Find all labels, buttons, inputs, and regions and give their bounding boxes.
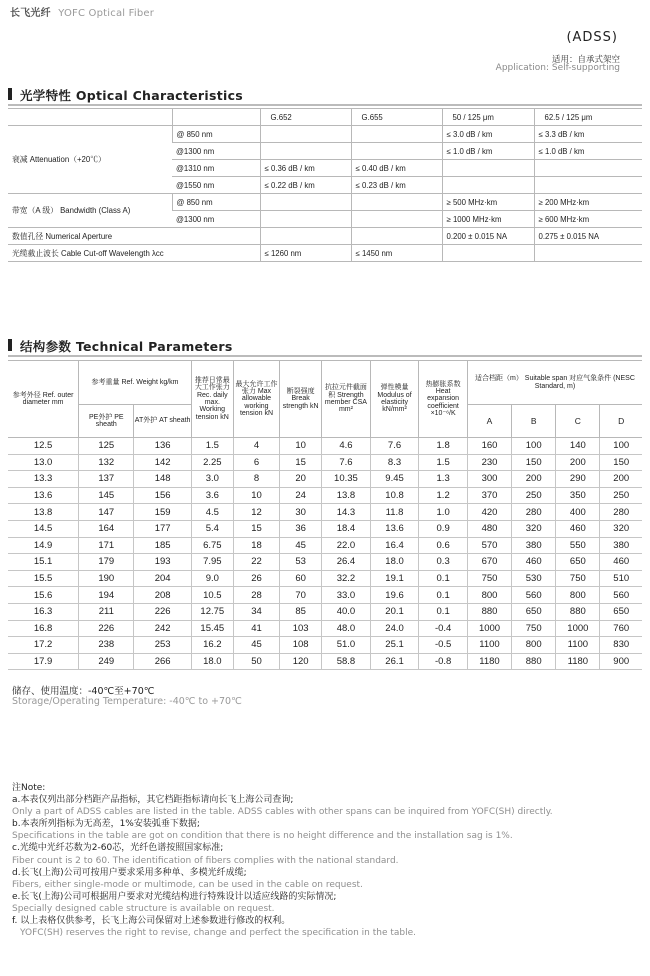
- table-row: [8, 554, 642, 571]
- hdr-span-a: A: [467, 405, 511, 438]
- table-cell: 177: [134, 520, 191, 537]
- table-cell: 125: [79, 438, 134, 455]
- table-cell: 18: [233, 537, 279, 554]
- table-cell: 880: [556, 603, 600, 620]
- table-cell: 150: [600, 454, 642, 471]
- table-cell: -0.5: [419, 637, 468, 654]
- value: [351, 126, 442, 143]
- temperature-en: Storage/Operating Temperature: -40℃ to +70℃: [12, 696, 242, 707]
- table-cell: 185: [134, 537, 191, 554]
- table-cell: 33.0: [322, 587, 371, 604]
- value: [534, 177, 642, 194]
- value: [260, 194, 351, 211]
- section-divider: [8, 104, 642, 106]
- table-cell: 1.3: [419, 471, 468, 488]
- table-cell: 650: [600, 603, 642, 620]
- table-cell: 0.1: [419, 603, 468, 620]
- value: ≤ 0.22 dB / km: [260, 177, 351, 194]
- table-cell: 26.4: [322, 554, 371, 571]
- table-cell: 14.5: [8, 520, 79, 537]
- table-cell: 190: [79, 570, 134, 587]
- table-cell: 120: [280, 653, 322, 670]
- table-cell: 50: [233, 653, 279, 670]
- table-cell: 10.5: [191, 587, 233, 604]
- note-cn: e.长飞(上海)公司可根据用户要求对光缆结构进行特殊设计以适应线路的实际情况;: [12, 891, 337, 902]
- table-cell: 16.2: [191, 637, 233, 654]
- table-cell: 1.2: [419, 487, 468, 504]
- table-cell: 148: [134, 471, 191, 488]
- table-cell: 2.25: [191, 454, 233, 471]
- table-cell: 26.1: [370, 653, 419, 670]
- table-cell: 171: [79, 537, 134, 554]
- value: [260, 228, 351, 245]
- technical-table: [8, 360, 642, 670]
- table-cell: 13.0: [8, 454, 79, 471]
- table-cell: 200: [512, 471, 556, 488]
- table-cell: 1.0: [419, 504, 468, 521]
- note-en: YOFC(SH) reserves the right to revise, change and perfect the specification in the table.: [20, 928, 417, 939]
- table-cell: 250: [600, 487, 642, 504]
- note-cn: a.本表仅列出部分档距产品指标，其它档距指标请向长飞上海公司查询;: [12, 795, 294, 806]
- table-cell: 370: [467, 487, 511, 504]
- table-cell: 17.9: [8, 653, 79, 670]
- note-en: Fibers, either single-mode or multimode, can be used in the cable on request.: [12, 879, 363, 890]
- table-cell: 750: [467, 570, 511, 587]
- table-cell: 1180: [467, 653, 511, 670]
- table-cell: 18.0: [370, 554, 419, 571]
- value: ≤ 1450 nm: [351, 245, 442, 262]
- table-row: [8, 537, 642, 554]
- table-cell: 13.8: [322, 487, 371, 504]
- wavelength: @1550 nm: [172, 177, 260, 194]
- hdr-at: AT外护 AT sheath: [134, 405, 191, 438]
- table-cell: 570: [467, 537, 511, 554]
- value: [442, 177, 534, 194]
- table-cell: 760: [600, 620, 642, 637]
- value: [442, 245, 534, 262]
- application-cn: 适用：自承式架空: [551, 55, 620, 65]
- table-cell: 159: [134, 504, 191, 521]
- value: ≤ 3.3 dB / km: [534, 126, 642, 143]
- table-cell: 460: [512, 554, 556, 571]
- value: [260, 143, 351, 160]
- table-cell: 10: [233, 487, 279, 504]
- note-en: Specially designed cable structure is available on request.: [12, 903, 275, 914]
- value: ≥ 500 MHz·km: [442, 194, 534, 211]
- note-cn: b.本表所列指标为无高差，1%安装弧垂下数据;: [12, 819, 200, 830]
- table-row: [8, 587, 642, 604]
- table-cell: 750: [556, 570, 600, 587]
- tech-header-row: [8, 361, 642, 405]
- table-cell: 0.6: [419, 537, 468, 554]
- optical-title: 光学特性 Optical Characteristics: [20, 88, 244, 103]
- value: [534, 160, 642, 177]
- table-cell: 242: [134, 620, 191, 637]
- table-cell: 530: [512, 570, 556, 587]
- table-cell: 164: [79, 520, 134, 537]
- table-cell: 24.0: [370, 620, 419, 637]
- value: 0.275 ± 0.015 NA: [534, 228, 642, 245]
- table-cell: 20.1: [370, 603, 419, 620]
- table-cell: 13.8: [8, 504, 79, 521]
- table-cell: 20: [280, 471, 322, 488]
- table-cell: 14.3: [322, 504, 371, 521]
- brand: [10, 4, 154, 19]
- section-marker: [8, 339, 12, 351]
- note-en: Only a part of ADSS cables are listed in the table. ADSS cables with other spans can be inquired from YOFC(SH) directly.: [12, 807, 553, 818]
- table-cell: 211: [79, 603, 134, 620]
- table-cell: 13.6: [370, 520, 419, 537]
- table-row: [8, 194, 642, 211]
- table-cell: 0.1: [419, 587, 468, 604]
- table-cell: 32.2: [322, 570, 371, 587]
- bandwidth-label: 带宽（A 级） Bandwidth (Class A): [8, 194, 172, 228]
- value: ≤ 0.40 dB / km: [351, 160, 442, 177]
- table-cell: 156: [134, 487, 191, 504]
- table-cell: 880: [512, 653, 556, 670]
- table-cell: 0.3: [419, 554, 468, 571]
- hdr-span: 适合档距（m） Suitable span 对应气象条件 (NESC Standard, m): [467, 361, 642, 405]
- table-cell: 1100: [467, 637, 511, 654]
- table-cell: 200: [600, 471, 642, 488]
- table-cell: 147: [79, 504, 134, 521]
- table-cell: 51.0: [322, 637, 371, 654]
- value: ≤ 0.23 dB / km: [351, 177, 442, 194]
- table-cell: 16.8: [8, 620, 79, 637]
- value: 0.200 ± 0.015 NA: [442, 228, 534, 245]
- table-cell: 140: [556, 438, 600, 455]
- value: ≤ 1260 nm: [260, 245, 351, 262]
- value: [351, 143, 442, 160]
- table-cell: 15.45: [191, 620, 233, 637]
- hdr-rec-tension: 推荐日常最大工作张力 Rec. daily max. Working tension kN: [191, 361, 233, 438]
- table-cell: 100: [512, 438, 556, 455]
- technical-section-header: [8, 337, 642, 353]
- table-cell: 380: [600, 537, 642, 554]
- table-cell: 25.1: [370, 637, 419, 654]
- table-cell: 14.9: [8, 537, 79, 554]
- value: ≥ 600 MHz·km: [534, 211, 642, 228]
- hdr-span-d: D: [600, 405, 642, 438]
- note-cn: d.长飞(上海)公司可按用户要求采用多种单、多模光纤成缆;: [12, 867, 247, 878]
- wavelength: @ 850 nm: [172, 126, 260, 143]
- table-cell: 750: [512, 620, 556, 637]
- table-cell: 16.3: [8, 603, 79, 620]
- table-cell: 253: [134, 637, 191, 654]
- table-row: [8, 228, 642, 245]
- table-cell: 18.4: [322, 520, 371, 537]
- value: ≤ 0.36 dB / km: [260, 160, 351, 177]
- table-cell: 45: [280, 537, 322, 554]
- col-g652: G.652: [260, 109, 351, 126]
- value: ≤ 1.0 dB / km: [534, 143, 642, 160]
- table-cell: 900: [600, 653, 642, 670]
- table-cell: 460: [556, 520, 600, 537]
- technical-title: 结构参数 Technical Parameters: [20, 339, 233, 354]
- table-cell: 280: [512, 504, 556, 521]
- table-cell: 1100: [556, 637, 600, 654]
- table-cell: 230: [467, 454, 511, 471]
- value: [351, 211, 442, 228]
- hdr-csa: 抗拉元件截面积 Strength member CSA mm²: [322, 361, 371, 438]
- table-cell: 12.75: [191, 603, 233, 620]
- table-cell: 1180: [556, 653, 600, 670]
- table-cell: 880: [467, 603, 511, 620]
- table-cell: 510: [600, 570, 642, 587]
- table-cell: 136: [134, 438, 191, 455]
- table-cell: 8.3: [370, 454, 419, 471]
- table-row: [8, 245, 642, 262]
- table-cell: 1.5: [191, 438, 233, 455]
- table-cell: 4: [233, 438, 279, 455]
- section-marker: [8, 88, 12, 100]
- table-cell: 19.6: [370, 587, 419, 604]
- table-cell: 1000: [467, 620, 511, 637]
- table-cell: 145: [79, 487, 134, 504]
- table-cell: 34: [233, 603, 279, 620]
- table-cell: 266: [134, 653, 191, 670]
- table-cell: 15: [233, 520, 279, 537]
- table-cell: 320: [600, 520, 642, 537]
- table-cell: 350: [556, 487, 600, 504]
- brand-cn: 长飞光纤: [10, 8, 51, 19]
- table-cell: 830: [600, 637, 642, 654]
- wavelength: @1310 nm: [172, 160, 260, 177]
- table-row: [8, 126, 642, 143]
- table-cell: 13.6: [8, 487, 79, 504]
- table-cell: 150: [512, 454, 556, 471]
- hdr-outer-diameter: 参考外径 Ref. outer diameter mm: [8, 361, 79, 438]
- table-row: [8, 454, 642, 471]
- table-cell: 560: [600, 587, 642, 604]
- table-cell: 22.0: [322, 537, 371, 554]
- table-cell: 132: [79, 454, 134, 471]
- table-cell: 7.6: [370, 438, 419, 455]
- table-cell: 7.6: [322, 454, 371, 471]
- table-row: [8, 438, 642, 455]
- table-cell: 380: [512, 537, 556, 554]
- table-cell: 650: [556, 554, 600, 571]
- hdr-modulus: 弹性模量 Modulus of elasticity kN/mm²: [370, 361, 419, 438]
- table-cell: 290: [556, 471, 600, 488]
- table-cell: 103: [280, 620, 322, 637]
- optical-table: [8, 108, 642, 262]
- hdr-pe: PE外护 PE sheath: [79, 405, 134, 438]
- table-cell: 10.8: [370, 487, 419, 504]
- table-cell: 15.1: [8, 554, 79, 571]
- table-cell: 1.8: [419, 438, 468, 455]
- table-cell: 0.9: [419, 520, 468, 537]
- table-cell: 420: [467, 504, 511, 521]
- temperature-cn: 储存、使用温度：-40℃至+70℃: [12, 686, 155, 697]
- col-mm50: 50 / 125 μm: [442, 109, 534, 126]
- value: [351, 194, 442, 211]
- table-cell: 16.4: [370, 537, 419, 554]
- attenuation-label: 衰减 Attenuation（+20℃）: [8, 126, 172, 194]
- application-en: Application: Self-supporting: [495, 63, 620, 73]
- table-cell: 6: [233, 454, 279, 471]
- table-cell: 28: [233, 587, 279, 604]
- hdr-expansion: 热膨胀系数 Heat expansion coefficient ×10⁻⁶/K: [419, 361, 468, 438]
- table-cell: 137: [79, 471, 134, 488]
- wavelength: @ 850 nm: [172, 194, 260, 211]
- table-cell: 9.0: [191, 570, 233, 587]
- table-cell: 10: [280, 438, 322, 455]
- table-cell: 36: [280, 520, 322, 537]
- table-cell: 53: [280, 554, 322, 571]
- table-cell: 58.8: [322, 653, 371, 670]
- table-cell: 6.75: [191, 537, 233, 554]
- table-cell: 3.0: [191, 471, 233, 488]
- table-cell: 193: [134, 554, 191, 571]
- table-cell: 48.0: [322, 620, 371, 637]
- notes: [12, 782, 642, 939]
- table-cell: 19.1: [370, 570, 419, 587]
- table-cell: 320: [512, 520, 556, 537]
- table-cell: 226: [134, 603, 191, 620]
- table-cell: 250: [512, 487, 556, 504]
- table-row: [8, 570, 642, 587]
- value: ≤ 3.0 dB / km: [442, 126, 534, 143]
- table-cell: 15.5: [8, 570, 79, 587]
- table-cell: 1000: [556, 620, 600, 637]
- na-label: 数值孔径 Numerical Aperture: [8, 228, 260, 245]
- wavelength: @1300 nm: [172, 143, 260, 160]
- value: [534, 245, 642, 262]
- table-row: [8, 471, 642, 488]
- table-cell: -0.4: [419, 620, 468, 637]
- table-cell: 400: [556, 504, 600, 521]
- note-cn: c.光缆中光纤芯数为2-60芯，光纤色谱按照国家标准;: [12, 843, 224, 854]
- hdr-span-c: C: [556, 405, 600, 438]
- table-row: [8, 520, 642, 537]
- table-cell: 9.45: [370, 471, 419, 488]
- wavelength: @1300 nm: [172, 211, 260, 228]
- hdr-span-b: B: [512, 405, 556, 438]
- table-cell: 226: [79, 620, 134, 637]
- table-cell: 5.4: [191, 520, 233, 537]
- table-cell: -0.8: [419, 653, 468, 670]
- cutoff-label: 光缆截止波长 Cable Cut-off Wavelength λcc: [8, 245, 260, 262]
- table-cell: 800: [556, 587, 600, 604]
- table-cell: 194: [79, 587, 134, 604]
- table-cell: 108: [280, 637, 322, 654]
- table-cell: 60: [280, 570, 322, 587]
- hdr-break-strength: 断裂强度 Break strength kN: [280, 361, 322, 438]
- table-cell: 650: [512, 603, 556, 620]
- table-cell: 7.95: [191, 554, 233, 571]
- notes-list: [12, 794, 642, 939]
- table-cell: 22: [233, 554, 279, 571]
- hdr-weight: 参考重量 Ref. Weight kg/km: [79, 361, 192, 405]
- table-cell: 3.6: [191, 487, 233, 504]
- table-cell: 0.1: [419, 570, 468, 587]
- table-cell: 249: [79, 653, 134, 670]
- section-divider: [8, 355, 642, 357]
- tech-body: [8, 438, 642, 670]
- table-cell: 670: [467, 554, 511, 571]
- table-cell: 40.0: [322, 603, 371, 620]
- table-cell: 208: [134, 587, 191, 604]
- brand-en: YOFC Optical Fiber: [58, 8, 155, 19]
- table-cell: 30: [280, 504, 322, 521]
- table-cell: 280: [600, 504, 642, 521]
- table-cell: 4.5: [191, 504, 233, 521]
- value: [260, 126, 351, 143]
- value: [260, 211, 351, 228]
- table-cell: 8: [233, 471, 279, 488]
- table-row: [8, 603, 642, 620]
- table-cell: 550: [556, 537, 600, 554]
- table-cell: 204: [134, 570, 191, 587]
- table-cell: 18.0: [191, 653, 233, 670]
- table-cell: 11.8: [370, 504, 419, 521]
- table-cell: 10.35: [322, 471, 371, 488]
- table-cell: 238: [79, 637, 134, 654]
- table-cell: 12: [233, 504, 279, 521]
- value: ≤ 1.0 dB / km: [442, 143, 534, 160]
- table-cell: 45: [233, 637, 279, 654]
- table-cell: 17.2: [8, 637, 79, 654]
- table-cell: 160: [467, 438, 511, 455]
- table-cell: 179: [79, 554, 134, 571]
- note-en: Specifications in the table are got on condition that there is no height difference and the installation sag is 1%.: [12, 831, 513, 842]
- table-cell: 24: [280, 487, 322, 504]
- table-cell: 4.6: [322, 438, 371, 455]
- optical-header-row: [8, 109, 642, 126]
- notes-title: 注Note:: [12, 783, 46, 793]
- table-cell: 85: [280, 603, 322, 620]
- table-cell: 70: [280, 587, 322, 604]
- table-cell: 13.3: [8, 471, 79, 488]
- table-cell: 800: [467, 587, 511, 604]
- table-cell: 800: [512, 637, 556, 654]
- value: [442, 160, 534, 177]
- value: ≥ 200 MHz·km: [534, 194, 642, 211]
- value: ≥ 1000 MHz·km: [442, 211, 534, 228]
- col-g655: G.655: [351, 109, 442, 126]
- table-cell: 12.5: [8, 438, 79, 455]
- table-cell: 200: [556, 454, 600, 471]
- table-cell: 15.6: [8, 587, 79, 604]
- note-en: Fiber count is 2 to 60. The identification of fibers complies with the national standard.: [12, 855, 399, 866]
- optical-section-header: [8, 86, 642, 102]
- table-row: [8, 620, 642, 637]
- product-type: (ADSS): [566, 30, 618, 45]
- table-row: [8, 487, 642, 504]
- table-cell: 15: [280, 454, 322, 471]
- table-row: [8, 653, 642, 670]
- table-cell: 300: [467, 471, 511, 488]
- col-mm625: 62.5 / 125 μm: [534, 109, 642, 126]
- table-cell: 41: [233, 620, 279, 637]
- table-cell: 142: [134, 454, 191, 471]
- note-cn: f. 以上表格仅供参考，长飞上海公司保留对上述参数进行修改的权利。: [12, 916, 291, 927]
- hdr-max-tension: 最大允许工作张力 Max allowable working tension kN: [233, 361, 279, 438]
- table-row: [8, 504, 642, 521]
- table-row: [8, 637, 642, 654]
- table-cell: 480: [467, 520, 511, 537]
- table-cell: 560: [512, 587, 556, 604]
- table-cell: 1.5: [419, 454, 468, 471]
- value: [351, 228, 442, 245]
- table-cell: 26: [233, 570, 279, 587]
- table-cell: 100: [600, 438, 642, 455]
- table-cell: 460: [600, 554, 642, 571]
